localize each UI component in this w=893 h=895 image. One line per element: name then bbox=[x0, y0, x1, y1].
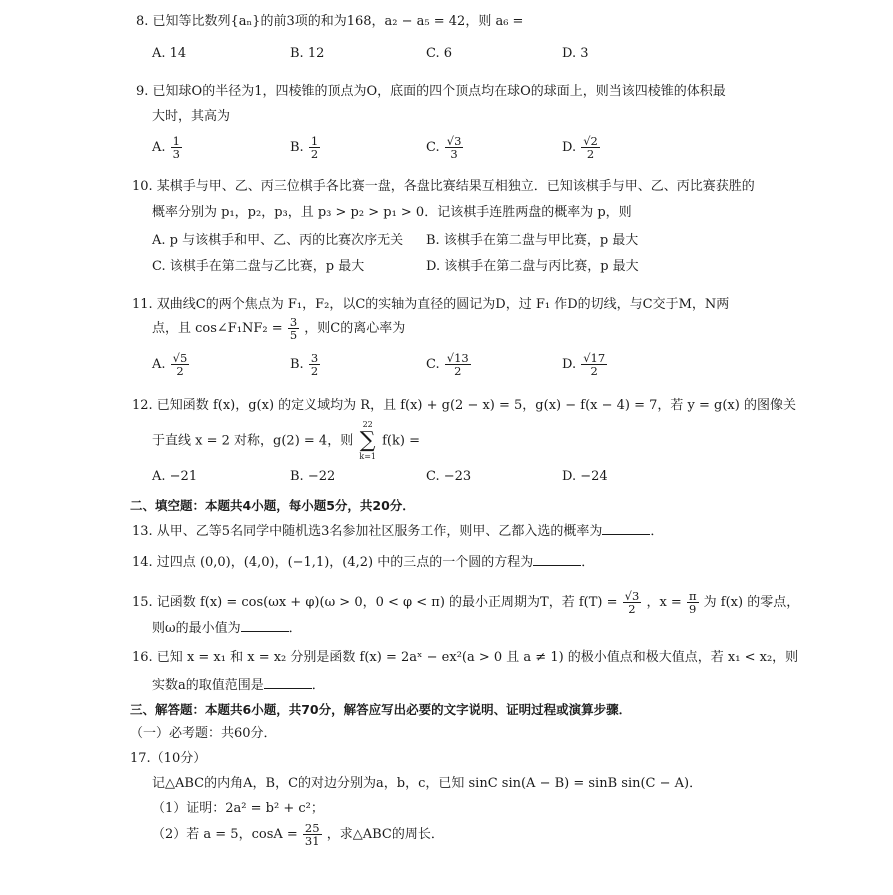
q8-option-c: C. 6 bbox=[426, 46, 453, 61]
q9-option-b: B. $\frac{1}{2}$ bbox=[290, 134, 319, 161]
q17-stem: 记△ABC的内角A，B，C的对边分别为a，b，c，已知 sinC sin(A − B) = sinB sin(C − A)． bbox=[152, 776, 703, 791]
q10-stem-line1: 10. 某棋手与甲、乙、丙三位棋手各比赛一盘，各盘比赛结果互相独立．已知该棋手与甲、乙、丙比赛获胜的 bbox=[132, 179, 755, 194]
section-required-heading: （一）必考题：共60分． bbox=[130, 726, 277, 741]
q10-stem-line2: 概率分别为 p₁，p₂，p₃，且 p₃ > p₂ > p₁ > 0．记该棋手连胜两盘的概率为 p，则 bbox=[152, 205, 632, 220]
q10-option-a: A. p 与该棋手和甲、乙、丙的比赛次序无关 bbox=[152, 233, 404, 248]
q9-option-d: D. $\frac{√2}{2}$ bbox=[562, 134, 598, 161]
q11-option-a: A. $\frac{√5}{2}$ bbox=[152, 351, 188, 378]
q13-stem: 13. 从甲、乙等5名同学中随机选3名参加社区服务工作，则甲、乙都入选的概率为 ． bbox=[132, 524, 664, 539]
q16-stem-line1: 16. 已知 x = x₁ 和 x = x₂ 分别是函数 f(x) = 2aˣ − ex²(a > 0 且 a ≠ 1) 的极小值点和极大值点，若 x₁ < x₂，则 bbox=[132, 650, 799, 665]
q10-option-b: B. 该棋手在第二盘与甲比赛，p 最大 bbox=[426, 233, 639, 248]
q11-option-b: B. $\frac{3}{2}$ bbox=[290, 351, 319, 378]
q10-option-d: D. 该棋手在第二盘与丙比赛，p 最大 bbox=[426, 259, 639, 274]
q11-stem-line2: 点，且 cos∠F₁NF₂ = $\frac{3}{5}$ ，则C的离心率为 bbox=[152, 315, 406, 342]
q8-option-b: B. 12 bbox=[290, 46, 325, 61]
q12-option-a: A. −21 bbox=[152, 469, 198, 484]
answer-blank bbox=[264, 676, 312, 689]
q12-option-c: C. −23 bbox=[426, 469, 472, 484]
answer-blank bbox=[241, 619, 289, 632]
q15-stem-line1: 15. 记函数 f(x) = cos(ωx + φ)(ω > 0，0 < φ < π) 的最小正周期为T，若 f(T) = $\frac{√3}{2}$ ，x = $\frac{\pi}{9}$ 为 f(x) 的零点， bbox=[132, 589, 800, 616]
q8-option-a: A. 14 bbox=[152, 46, 187, 61]
q14-stem: 14. 过四点 (0,0)，(4,0)，(−1,1)，(4,2) 中的三点的一个圆的方程为 ． bbox=[132, 555, 595, 570]
section-answers-heading: 三、解答题：本题共6小题，共70分，解答应写出必要的文字说明、证明过程或演算步骤． bbox=[130, 702, 632, 717]
q8-option-d: D. 3 bbox=[562, 46, 589, 61]
summation-symbol: 22 ∑ k=1 bbox=[359, 420, 376, 461]
q15-stem-line2: 则ω的最小值为 ． bbox=[152, 621, 302, 636]
q9-option-a: A. $\frac{1}{3}$ bbox=[152, 134, 180, 161]
q17-title: 17.（10分） bbox=[130, 751, 207, 766]
q9-stem-line1: 9. 已知球O的半径为1，四棱锥的顶点为O，底面的四个顶点均在球O的球面上，则当该四棱锥的体积最 bbox=[136, 84, 726, 99]
answer-blank bbox=[533, 553, 581, 566]
q17-part2: （2）若 a = 5，cosA = $\frac{25}{31}$ ，求△ABC的周长． bbox=[152, 821, 444, 848]
q11-option-c: C. $\frac{√13}{2}$ bbox=[426, 351, 469, 378]
q9-stem-line2: 大时，其高为 bbox=[152, 109, 231, 124]
answer-blank bbox=[602, 522, 650, 535]
section-fill-in-heading: 二、填空题：本题共4小题，每小题5分，共20分． bbox=[130, 498, 415, 513]
q9-option-c: C. $\frac{√3}{3}$ bbox=[426, 134, 462, 161]
q12-stem-line2: 于直线 x = 2 对称，g(2) = 4，则 22 ∑ k=1 f(k) = bbox=[152, 420, 420, 461]
q11-stem-line1: 11. 双曲线C的两个焦点为 F₁，F₂，以C的实轴为直径的圆记为D，过 F₁ 作D的切线，与C交于M，N两 bbox=[132, 297, 730, 312]
q17-part1: （1）证明：2a² = b² + c²； bbox=[152, 801, 324, 816]
q12-stem-line1: 12. 已知函数 f(x)，g(x) 的定义域均为 R，且 f(x) + g(2 − x) = 5，g(x) − f(x − 4) = 7，若 y = g(x) 的图像关 bbox=[132, 398, 796, 413]
q10-option-c: C. 该棋手在第二盘与乙比赛，p 最大 bbox=[152, 259, 365, 274]
q16-stem-line2: 实数a的取值范围是 ． bbox=[152, 678, 325, 693]
q12-option-b: B. −22 bbox=[290, 469, 336, 484]
q11-option-d: D. $\frac{√17}{2}$ bbox=[562, 351, 606, 378]
q8-stem: 8. 已知等比数列{aₙ}的前3项的和为168，a₂ − a₅ = 42，则 a₆ = bbox=[136, 14, 524, 29]
q12-option-d: D. −24 bbox=[562, 469, 608, 484]
